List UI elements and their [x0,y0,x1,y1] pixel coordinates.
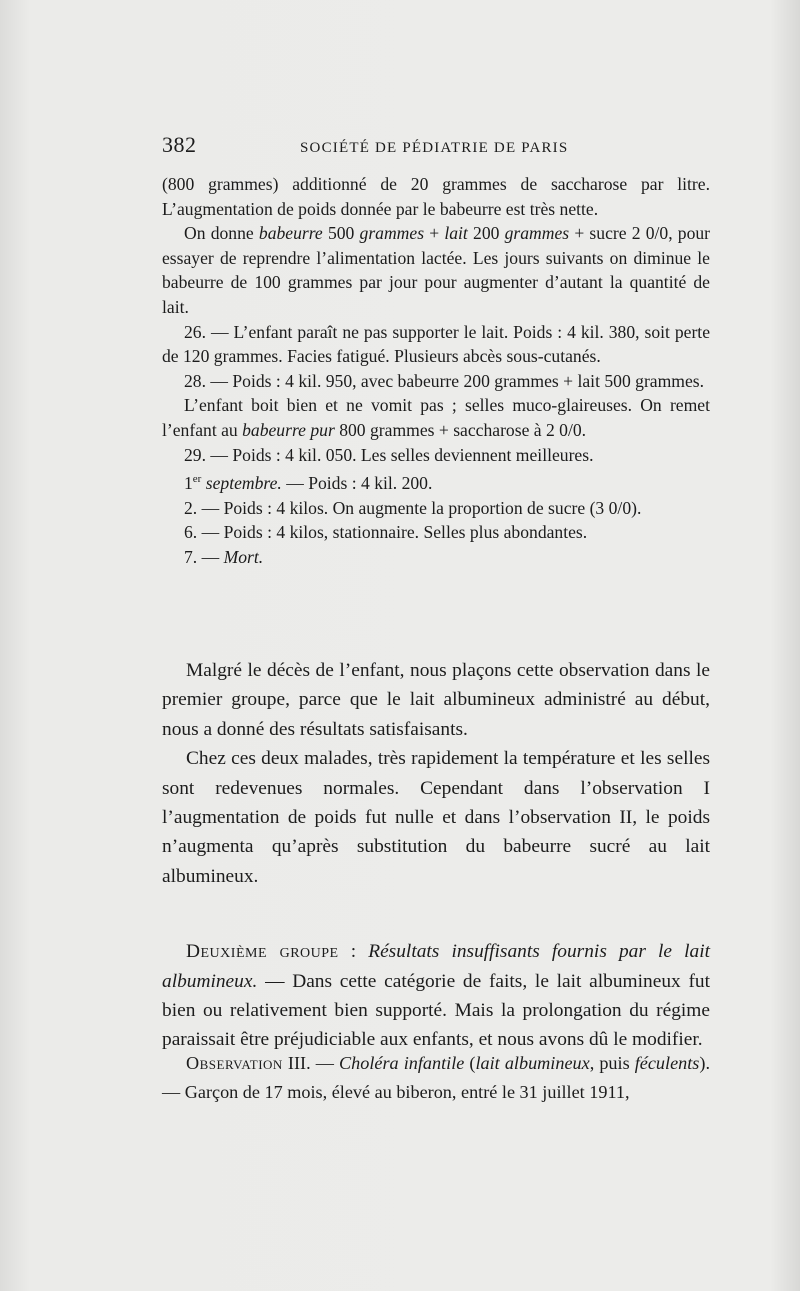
paragraph [162,545,710,570]
text: ( [464,1053,476,1073]
text: lait [444,223,468,244]
paragraph: 2. — Poids : 4 kilos. On augmente la proportion de sucre (3 0/0). [184,497,642,518]
paragraph [162,937,710,1055]
text: 1 [184,472,193,493]
text: Mort. [223,546,264,567]
text: Choléra infantile [339,1053,465,1073]
text: grammes [504,223,570,244]
text: + [424,223,445,244]
paragraph [162,1049,710,1106]
superscript: er [192,473,202,486]
text: III. — [282,1053,339,1073]
text: babeurre [258,223,323,244]
text: 200 [467,223,505,244]
paragraph: Chez ces deux malades, très rapidement la température et les selles sont redevenues normales. Cependant dans l’observation I l’augmentation de poids fut nulle et dans l’observation II, le poids n’augmenta qu’après substitution du babeurre sucré au lait albumineux. [162,748,710,887]
text: , puis [589,1053,635,1073]
page-header [162,132,710,162]
text: 800 grammes + saccharose à 2 0/0. [334,419,587,440]
text: 7. — [184,546,224,567]
paragraph: Malgré le décès de l’enfant, nous plaçons cette observation dans le premier groupe, parce que le lait albumineux administré au début, nous a donné des résultats satisfaisants. [162,660,710,740]
paragraph: 26. — L’enfant paraît ne pas supporter le lait. Poids : 4 kil. 380, soit perte de 120 grammes. Facies fatigué. Plusieurs abcès sous-cutanés. [162,321,710,367]
text: + sucre 2 0/0, pour essayer de reprendre l’alimentation lactée. Les jours suivants on diminue le babeurre de 100 grammes par jour pour augmenter d’autant la quantité de lait. [162,223,711,317]
case-notes [162,172,710,569]
text: : [338,941,369,963]
text: grammes [359,223,425,244]
paragraph [162,467,710,495]
text: — Poids : 4 kil. 200. [281,472,433,493]
paragraph: 28. — Poids : 4 kil. 950, avec babeurre 200 grammes + lait 500 grammes. [184,370,705,391]
section-title: Résultats insuffisants fournis par le lait albumineux. [162,941,710,992]
paragraph [162,393,710,442]
paragraph: 29. — Poids : 4 kil. 050. Les selles deviennent meilleures. [184,444,594,465]
observation-heading [162,1049,710,1106]
text: lait albumineux [475,1053,590,1073]
text: septembre. [205,472,282,493]
section-heading: Deuxième groupe [186,941,339,963]
text: ). — Garçon de 17 mois, élevé au biberon, entré le 31 juillet 1911, [162,1053,710,1102]
discussion [162,656,710,1055]
paragraph: 6. — Poids : 4 kilos, stationnaire. Selles plus abondantes. [184,522,588,543]
text: On donne [184,223,259,244]
observation-label: Observation [186,1053,283,1073]
paragraph: (800 grammes) additionné de 20 grammes de saccharose par litre. L’augmentation de poids donnée par le babeurre est très nette. [162,174,710,219]
text: 500 [322,223,360,244]
text: L’enfant boit bien et ne vomit pas ; selles muco-glaireuses. On remet l’enfant au [162,395,710,440]
text: — Dans cette catégorie de faits, le lait albumineux fut bien ou relativement bien supporté. Mais la prolongation du régime paraissait être préjudiciable aux enfants, et nous avons dû le modifier. [162,970,710,1051]
text: babeurre pur [242,419,335,440]
text: féculents [634,1053,700,1073]
page-number: 382 [162,132,197,157]
paragraph [162,221,710,319]
running-head: SOCIÉTÉ DE PÉDIATRIE DE PARIS [300,140,569,156]
